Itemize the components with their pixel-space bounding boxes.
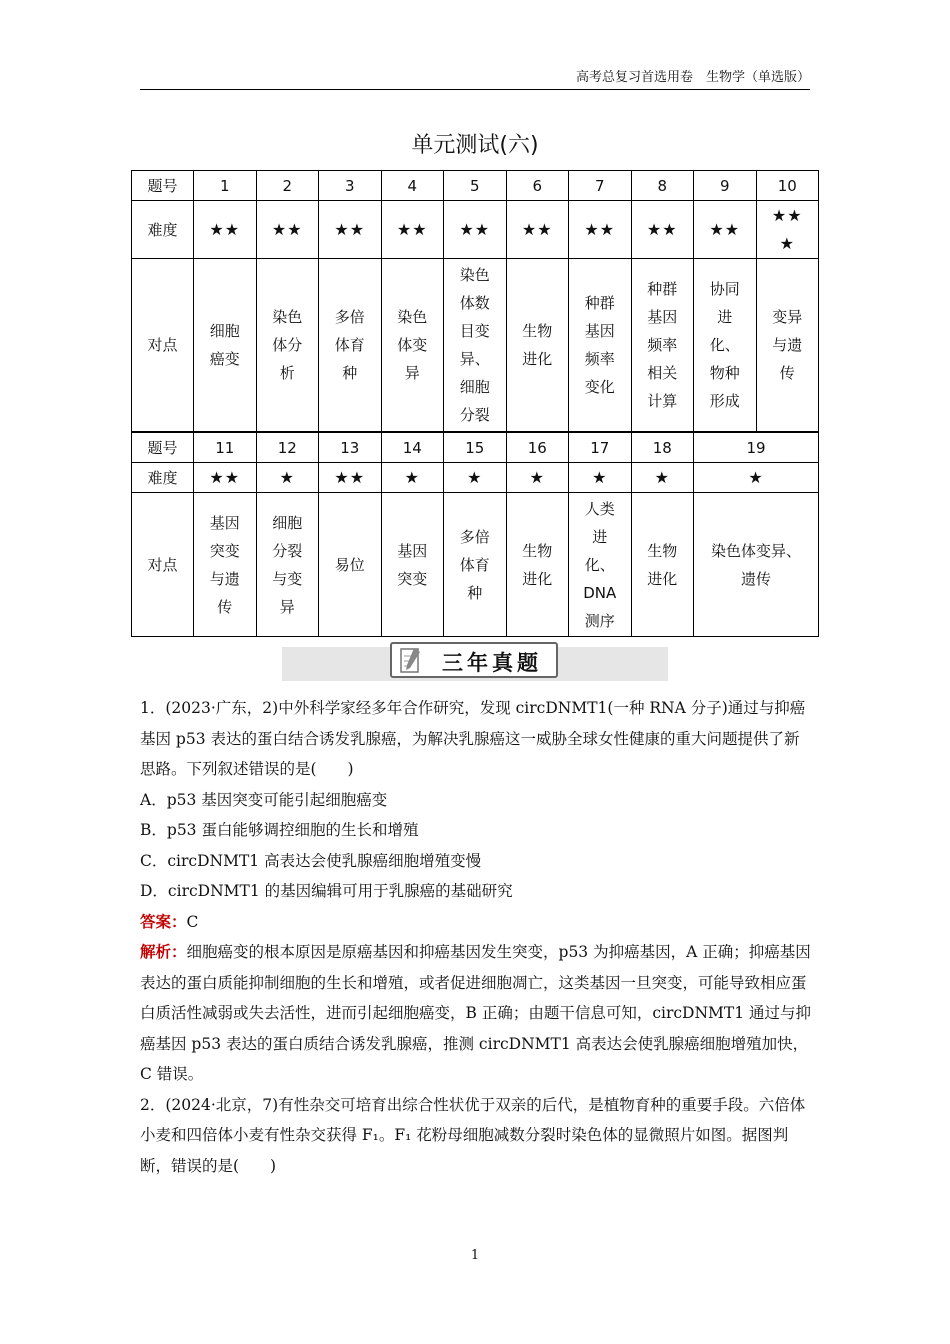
- cell-number: 13: [319, 433, 382, 463]
- table-row: [132, 201, 819, 259]
- difficulty-stars: ★★: [194, 463, 257, 493]
- cell-number: 10: [756, 171, 819, 201]
- question-content: [140, 693, 812, 1181]
- cell-topic: 多倍 体育 种: [319, 259, 382, 432]
- page-number: 1: [470, 1248, 480, 1263]
- difficulty-stars: ★★: [506, 201, 569, 259]
- cell-number: 7: [569, 171, 632, 201]
- cell-number: 18: [631, 433, 694, 463]
- spec-table-2: [131, 432, 819, 637]
- q1-answer: [140, 907, 812, 938]
- section-banner-box: [390, 642, 558, 678]
- answer-value: C: [186, 912, 199, 931]
- table-row: [132, 493, 819, 637]
- difficulty-stars: ★: [256, 463, 319, 493]
- cell-number: 5: [444, 171, 507, 201]
- cell-topic: 细胞 分裂 与变 异: [256, 493, 319, 637]
- cell-topic: 变异 与遗 传: [756, 259, 819, 432]
- cell-number: 14: [381, 433, 444, 463]
- difficulty-stars: ★: [694, 463, 819, 493]
- cell-topic: 染色 体数 目变 异、 细胞 分裂: [444, 259, 507, 432]
- difficulty-stars: ★★: [569, 201, 632, 259]
- cell-topic: 种群 基因 频率 变化: [569, 259, 632, 432]
- page-header: 高考总复习首选用卷 生物学（单选版）: [140, 66, 810, 90]
- difficulty-stars: ★: [569, 463, 632, 493]
- spec-table-1: [131, 170, 819, 432]
- difficulty-stars: ★★: [319, 201, 382, 259]
- table-row: [132, 171, 819, 201]
- cell-topic: 生物 进化: [631, 493, 694, 637]
- difficulty-stars: ★: [381, 463, 444, 493]
- cell-number: 9: [694, 171, 757, 201]
- difficulty-stars: ★★: [256, 201, 319, 259]
- cell-number: 6: [506, 171, 569, 201]
- row-label: 难度: [132, 201, 194, 259]
- cell-topic: 生物 进化: [506, 493, 569, 637]
- difficulty-stars: ★★: [194, 201, 257, 259]
- cell-topic: 生物 进化: [506, 259, 569, 432]
- table-row: [132, 259, 819, 432]
- cell-topic: 协同 进 化、 物种 形成: [694, 259, 757, 432]
- difficulty-stars: ★: [444, 463, 507, 493]
- cell-topic: 染色体变异、 遗传: [694, 493, 819, 637]
- difficulty-stars: ★★: [319, 463, 382, 493]
- cell-number: 1: [194, 171, 257, 201]
- cell-number: 4: [381, 171, 444, 201]
- cell-number: 19: [694, 433, 819, 463]
- q1-analysis: [140, 937, 812, 1090]
- answer-label: 答案：: [140, 911, 187, 931]
- cell-topic: 多倍 体育 种: [444, 493, 507, 637]
- cell-number: 17: [569, 433, 632, 463]
- q1-option-c: C．circDNMT1 高表达会使乳腺癌细胞增殖变慢: [140, 851, 482, 870]
- difficulty-stars: ★★ ★: [756, 201, 819, 259]
- q1-option-a: A．p53 基因突变可能引起细胞癌变: [140, 790, 388, 809]
- q1-option-d: D．circDNMT1 的基因编辑可用于乳腺癌的基础研究: [140, 882, 513, 900]
- cell-number: 8: [631, 171, 694, 201]
- difficulty-stars: ★★: [381, 201, 444, 259]
- cell-topic: 人类 进 化、 DNA 测序: [569, 493, 632, 637]
- cell-topic: 染色 体分 析: [256, 259, 319, 432]
- q1-option-b: B．p53 蛋白能够调控细胞的生长和增殖: [140, 821, 419, 839]
- table-row: [132, 433, 819, 463]
- pencil-paper-icon: [400, 646, 422, 674]
- section-banner-text: 三年真题: [442, 651, 542, 675]
- cell-number: 11: [194, 433, 257, 463]
- cell-topic: 基因 突变 与遗 传: [194, 493, 257, 637]
- cell-number: 15: [444, 433, 507, 463]
- section-banner: [282, 647, 668, 681]
- page-title: 单元测试(六): [411, 133, 539, 158]
- cell-topic: 基因 突变: [381, 493, 444, 637]
- difficulty-stars: ★★: [694, 201, 757, 259]
- cell-number: 16: [506, 433, 569, 463]
- cell-topic: 染色 体变 异: [381, 259, 444, 432]
- analysis-text: 细胞癌变的根本原因是原癌基因和抑癌基因发生突变，p53 为抑癌基因，A 正确；抑癌基因表达的蛋白质能抑制细胞的生长和增殖，或者促进细胞凋亡，这类基因一旦突变，可能导致相应蛋白质活性减弱或失去活性，进而引起细胞癌变，B 正确；由题干信息可知，circDNMT1 通过与抑癌基因 p53 表达的蛋白质结合诱发乳腺癌，推测 circDNMT1 高表达会使乳腺癌细胞增殖加快，C 错误。: [140, 943, 812, 1083]
- difficulty-stars: ★: [631, 463, 694, 493]
- row-label: 题号: [132, 171, 194, 201]
- cell-topic: 种群 基因 频率 相关 计算: [631, 259, 694, 432]
- cell-number: 2: [256, 171, 319, 201]
- analysis-label: 解析：: [140, 942, 187, 961]
- difficulty-stars: ★★: [631, 201, 694, 259]
- q2-stem: 2．(2024·北京，7)有性杂交可培育出综合性状优于双亲的后代，是植物育种的重要手段。六倍体小麦和四倍体小麦有性杂交获得 F₁。F₁ 花粉母细胞减数分裂时染色体的显微照片如图。据图判断，错误的是( ): [140, 1095, 806, 1175]
- row-label: 对点: [132, 259, 194, 432]
- cell-number: 12: [256, 433, 319, 463]
- difficulty-stars: ★: [506, 463, 569, 493]
- cell-number: 3: [319, 171, 382, 201]
- cell-topic: 易位: [319, 493, 382, 637]
- table-row: [132, 463, 819, 493]
- row-label: 题号: [132, 433, 194, 463]
- difficulty-stars: ★★: [444, 201, 507, 259]
- q1-stem: 1．(2023·广东，2)中外科学家经多年合作研究，发现 circDNMT1(一种 RNA 分子)通过与抑癌基因 p53 表达的蛋白结合诱发乳腺癌，为解决乳腺癌这一威胁全球女性健康的重大问题提供了新思路。下列叙述错误的是( ): [140, 699, 806, 778]
- cell-topic: 细胞 癌变: [194, 259, 257, 432]
- row-label: 难度: [132, 463, 194, 493]
- row-label: 对点: [132, 493, 194, 637]
